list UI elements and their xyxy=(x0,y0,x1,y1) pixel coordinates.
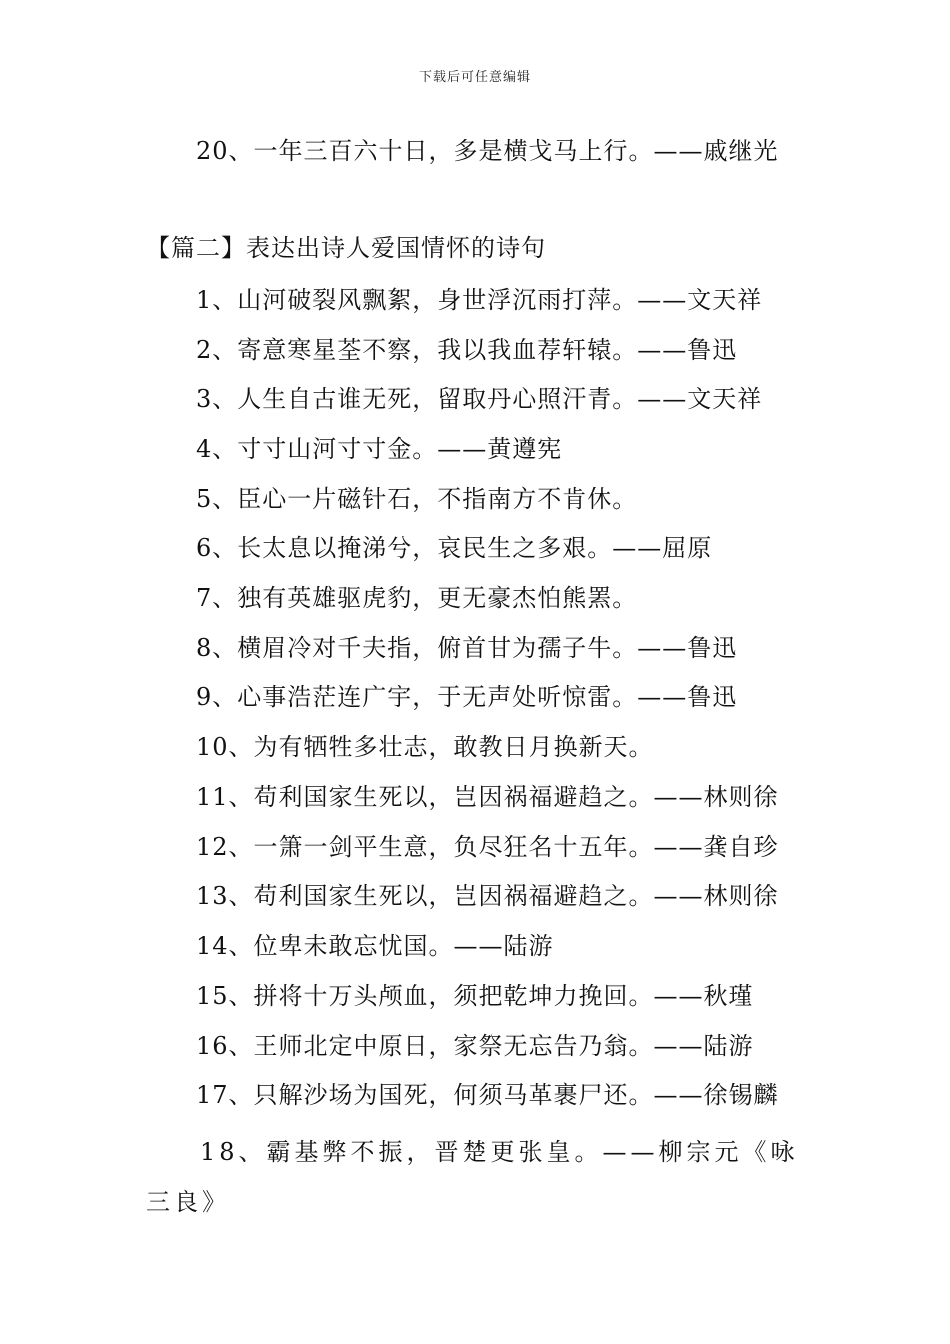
poem-line-9: 9、心事浩茫连广宇，于无声处听惊雷。——鲁迅 xyxy=(196,683,738,711)
poem-line-17: 17、只解沙场为国死，何须马革裹尸还。——徐锡麟 xyxy=(196,1081,779,1109)
poem-line-3: 3、人生自古谁无死，留取丹心照汗青。——文天祥 xyxy=(196,385,763,413)
poem-line-5: 5、臣心一片磁针石，不指南方不肯休。 xyxy=(196,485,638,513)
poem-line-7: 7、独有英雄驱虎豹，更无豪杰怕熊罴。 xyxy=(196,584,638,612)
section-title: 【篇二】表达出诗人爱国情怀的诗句 xyxy=(146,234,546,262)
poem-line-18: 18、霸基弊不振，晋楚更张皇。——柳宗元《咏三良》 xyxy=(146,1138,799,1216)
poem-line-1: 1、山河破裂风飘絮，身世浮沉雨打萍。——文天祥 xyxy=(196,286,763,314)
intro-line: 20、一年三百六十日，多是横戈马上行。——戚继光 xyxy=(196,137,779,165)
poem-line-13: 13、苟利国家生死以，岂因祸福避趋之。——林则徐 xyxy=(196,882,779,910)
poem-line-10: 10、为有牺牲多壮志，敢教日月换新天。 xyxy=(196,733,654,761)
poem-line-4: 4、寸寸山河寸寸金。——黄遵宪 xyxy=(196,435,563,463)
poem-line-6: 6、长太息以掩涕兮，哀民生之多艰。——屈原 xyxy=(196,534,713,562)
header-note: 下载后可任意编辑 xyxy=(418,70,531,85)
poem-line-11: 11、苟利国家生死以，岂因祸福避趋之。——林则徐 xyxy=(196,783,779,811)
poem-line-2: 2、寄意寒星荃不察，我以我血荐轩辕。——鲁迅 xyxy=(196,336,738,364)
poem-line-16: 16、王师北定中原日，家祭无忘告乃翁。——陆游 xyxy=(196,1032,754,1060)
poem-line-14: 14、位卑未敢忘忧国。——陆游 xyxy=(196,932,554,960)
poem-line-8: 8、横眉冷对千夫指，俯首甘为孺子牛。——鲁迅 xyxy=(196,634,738,662)
poem-line-12: 12、一箫一剑平生意，负尽狂名十五年。——龚自珍 xyxy=(196,833,779,861)
poem-line-15: 15、拼将十万头颅血，须把乾坤力挽回。——秋瑾 xyxy=(196,982,754,1010)
